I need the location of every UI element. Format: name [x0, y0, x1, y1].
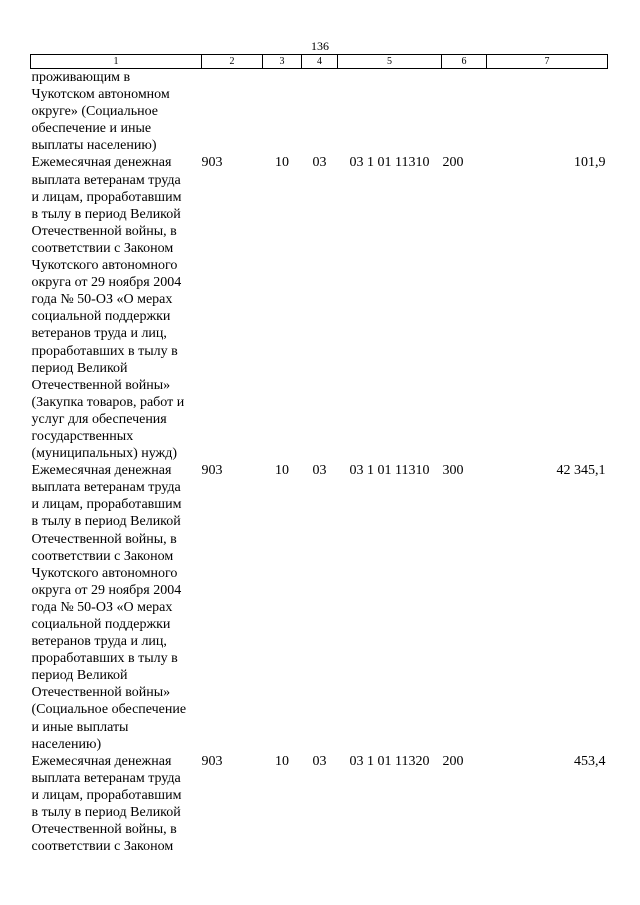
row-expense-type: 300: [442, 463, 464, 479]
row-expense-type: [442, 69, 487, 155]
row-ministry-code: 903: [201, 155, 223, 171]
row-ministry-code: [202, 69, 263, 155]
column-header-3: 3: [263, 55, 302, 69]
column-header-4: 4: [302, 55, 338, 69]
row-subsection-code: 03: [312, 753, 327, 769]
row-description: Ежемесячная денежная выплата ветеранам труда и лицам, проработавшим в тылу в период Великой Отечественной войны, в соответствии с Законом Чукотского автономного округа от 29 ноября 2004 года № 50-ОЗ «О мерах социальной поддержки ветеранов труда и лиц, проработавших в тылу в период Великой Отечественной войны» (Социальное обеспечение и иные выплаты населению): [31, 463, 187, 752]
row-subsection-code: 03: [312, 155, 327, 171]
column-header-2: 2: [202, 55, 263, 69]
row-target-article: 03 1 01 11310: [349, 463, 430, 479]
row-ministry-code: 903: [201, 463, 223, 479]
row-section-code: [263, 69, 302, 155]
row-target-article: [338, 69, 442, 155]
row-amount: 453,4: [574, 753, 606, 769]
row-amount: 42 345,1: [556, 463, 606, 479]
row-target-article: 03 1 01 11310: [349, 155, 430, 171]
row-subsection-code: [302, 69, 338, 155]
row-expense-type: 200: [442, 155, 464, 171]
page-number: 136: [311, 39, 329, 53]
row-amount: [487, 69, 608, 155]
row-amount: 101,9: [574, 155, 606, 171]
column-number-row: [31, 55, 608, 69]
table-row: [31, 753, 608, 856]
table-row: [31, 154, 608, 462]
column-header-7: 7: [487, 55, 608, 69]
budget-table: [30, 54, 608, 855]
row-section-code: 10: [275, 463, 289, 479]
table-row: [31, 69, 608, 155]
row-description: Ежемесячная денежная выплата ветеранам труда и лицам, проработавшим в тылу в период Великой Отечественной войны, в соответствии с Законом Чукотского автономного округа от 29 ноября 2004 года № 50-ОЗ «О мерах социальной поддержки ветеранов труда и лиц, проработавших в тылу в период Великой Отечественной войны» (Закупка товаров, работ и услуг для обеспечения государственных (муниципальных) нужд): [31, 155, 185, 462]
column-header-5: 5: [338, 55, 442, 69]
row-subsection-code: 03: [312, 463, 327, 479]
column-header-6: 6: [442, 55, 487, 69]
row-section-code: 10: [275, 753, 289, 769]
column-header-1: 1: [31, 55, 202, 69]
row-ministry-code: 903: [201, 753, 223, 769]
row-section-code: 10: [275, 155, 289, 171]
row-expense-type: 200: [442, 753, 464, 769]
row-description: проживающим в Чукотском автономном округе» (Социальное обеспечение и иные выплаты населению): [31, 70, 170, 154]
row-target-article: 03 1 01 11320: [349, 753, 430, 769]
row-description: Ежемесячная денежная выплата ветеранам труда и лицам, проработавшим в тылу в период Великой Отечественной войны, в соответствии с Законом: [31, 753, 182, 855]
table-row: [31, 462, 608, 753]
